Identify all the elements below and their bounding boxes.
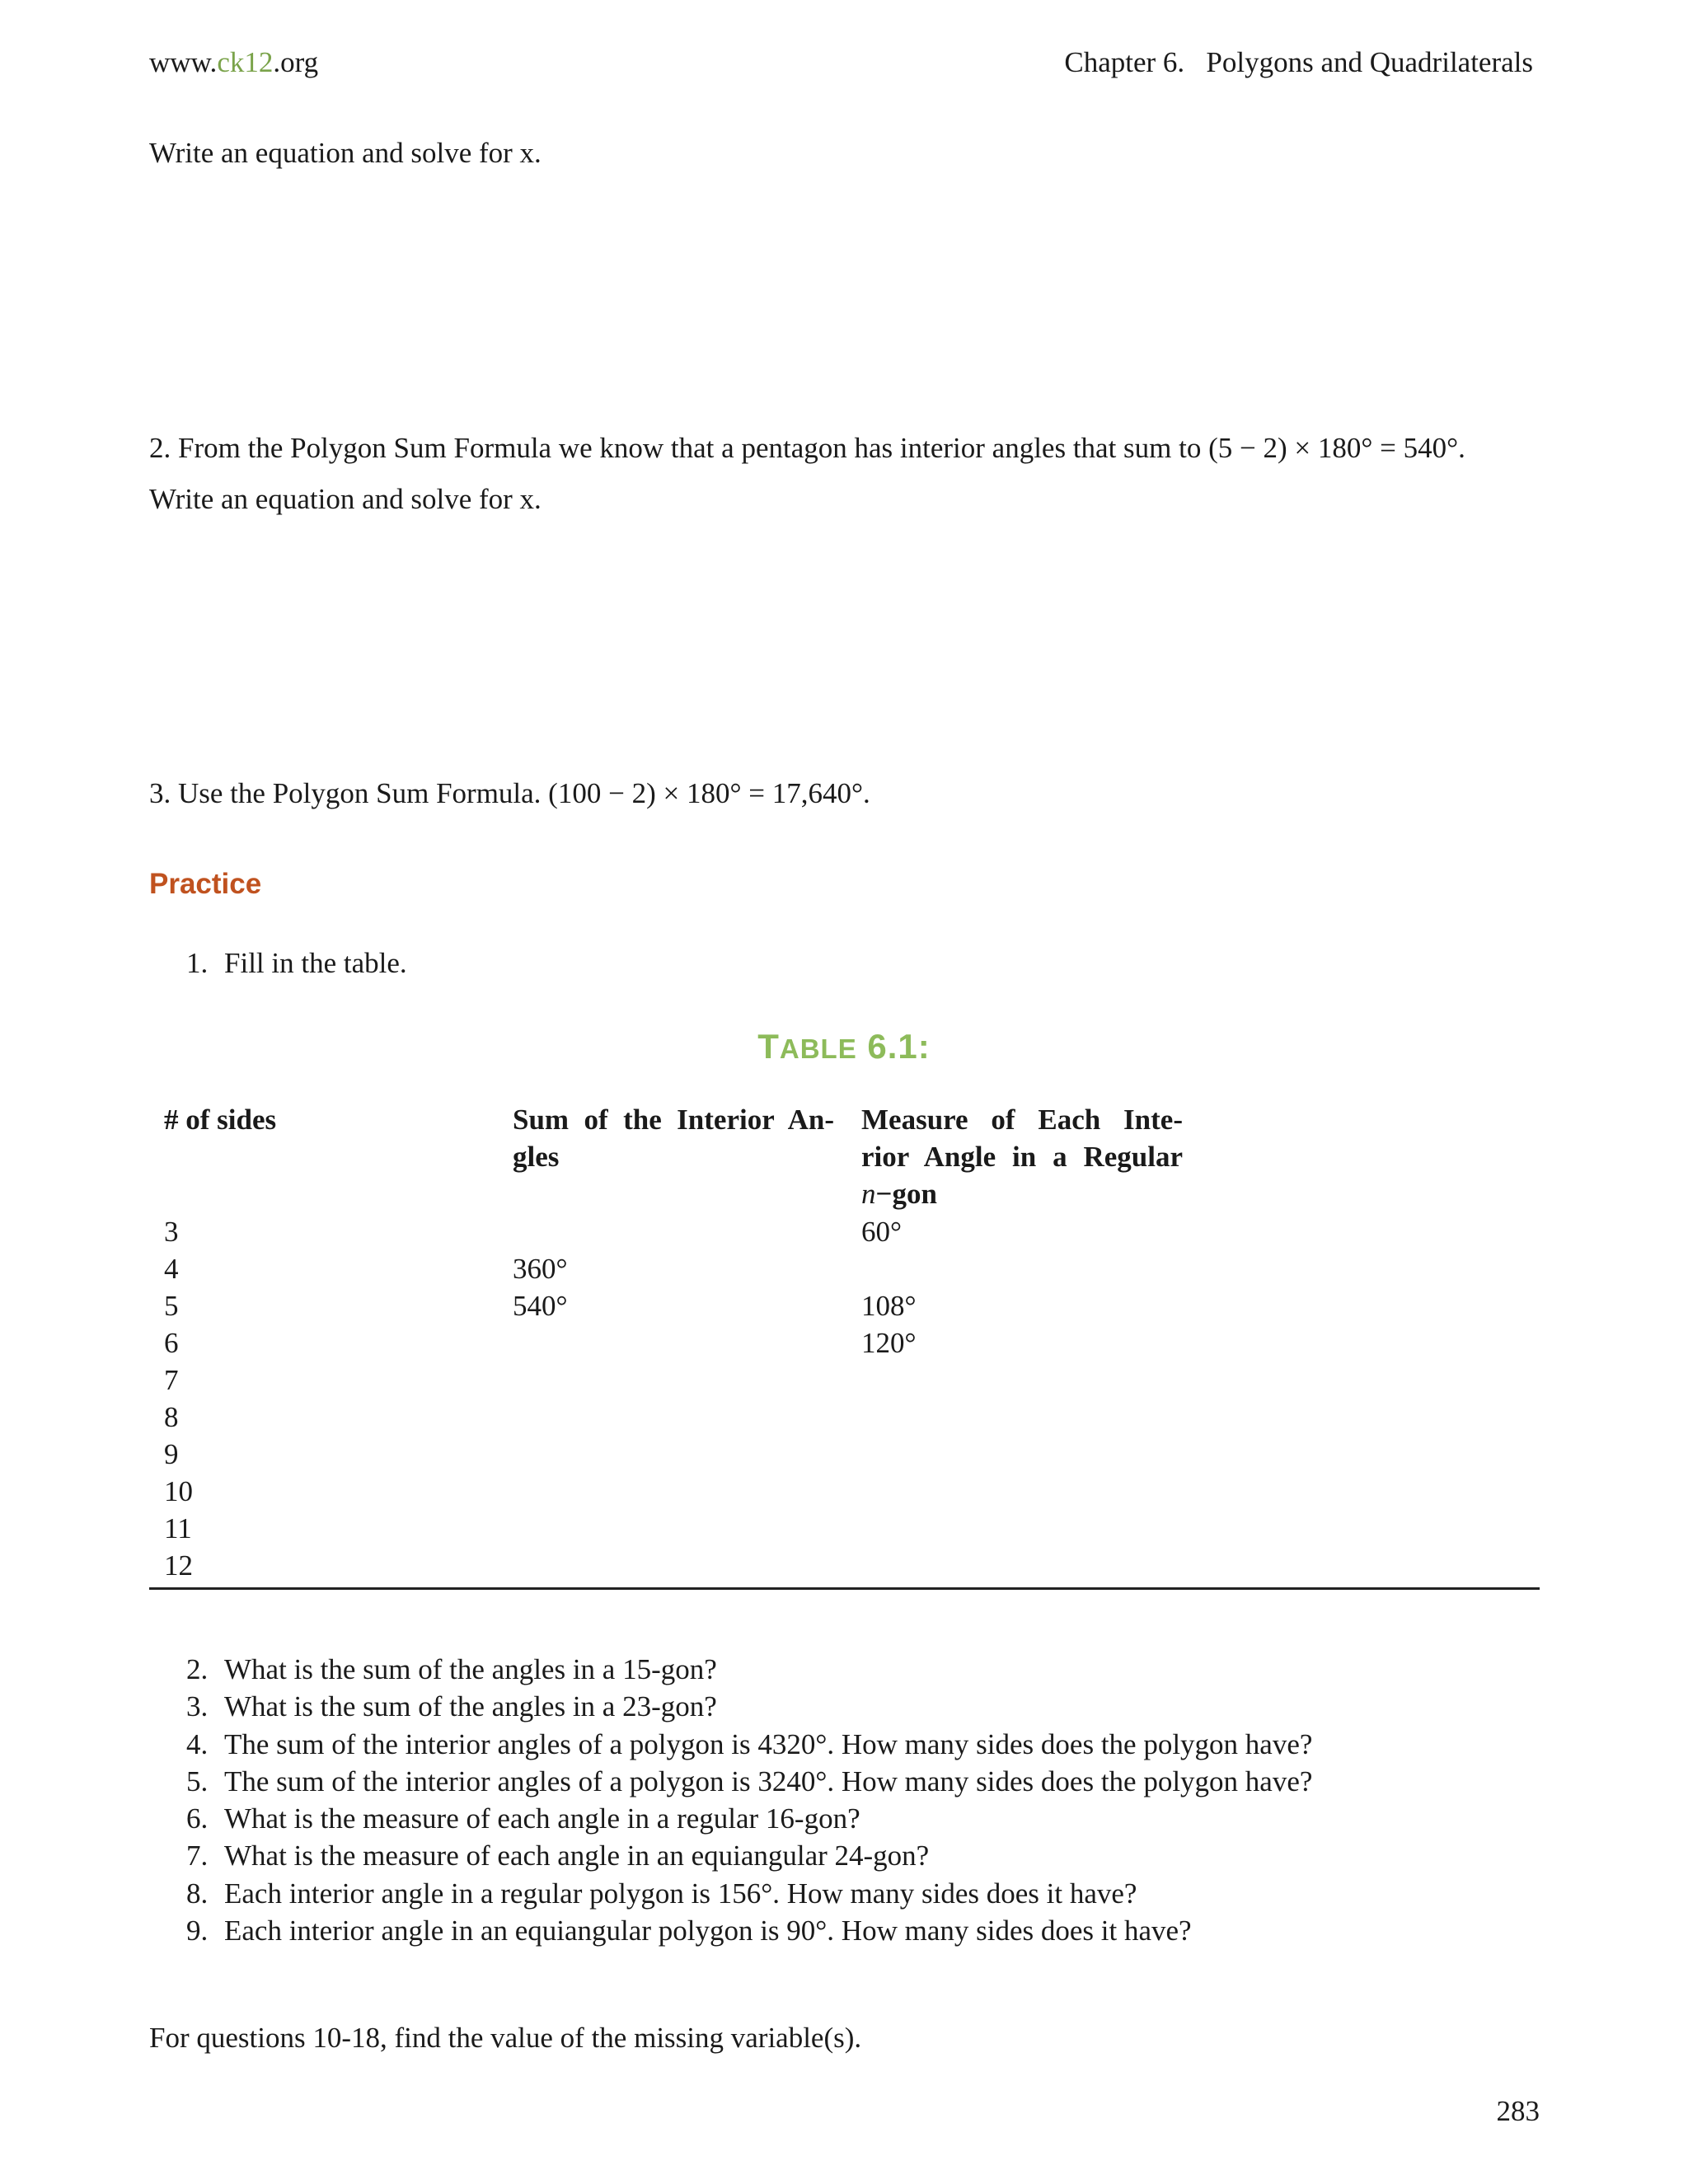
answer-2-line1: 2. From the Polygon Sum Formula we know that a pentagon has interior angles that sum to (5 − 2) × 180° = 540°. [149,432,1465,464]
table-row [0,1324,1688,1361]
list-item: 3. What is the sum of the angles in a 23-gon? [186,1690,717,1723]
page-number: 283 [1496,2095,1540,2127]
answer-2-line2: Write an equation and solve for x. [149,483,542,515]
list-item: 6. What is the measure of each angle in a regular 16-gon? [186,1802,860,1835]
item-text: Fill in the table. [224,947,407,979]
cell-sides: 8 [164,1401,179,1433]
table-row [0,1250,1688,1287]
practice-item-1 [186,944,407,982]
intro-text: Write an equation and solve for x. [149,137,542,169]
footer-instruction: For questions 10-18, find the value of the missing variable(s). [149,2022,862,2054]
cell-sides: 7 [164,1364,179,1396]
table-title: TABLE 6.1: [757,1027,931,1066]
table-row [0,1547,1688,1584]
table-body [0,1213,1688,1584]
list-item: 9. Each interior angle in an equiangular polygon is 90°. How many sides does it have? [186,1915,1192,1947]
list-item: 4. The sum of the interior angles of a polygon is 4320°. How many sides does the polygon have? [186,1727,1313,1760]
table-bottom-rule [149,1587,1540,1590]
site-ck: ck [217,46,245,78]
cell-each: 60° [861,1216,902,1248]
cell-sides: 5 [164,1290,179,1322]
list-item: 8. Each interior angle in a regular polygon is 156°. How many sides does it have? [186,1877,1137,1910]
site-num: 12 [244,46,274,78]
list-item: 7. What is the measure of each angle in an equiangular 24-gon? [186,1840,930,1872]
table-row [0,1213,1688,1250]
list-item: 2. What is the sum of the angles in a 15-gon? [186,1653,717,1685]
cell-sides: 10 [164,1475,193,1507]
cell-sides: 12 [164,1549,193,1582]
site-prefix: www. [149,46,218,78]
table-row [0,1287,1688,1324]
cell-sides: 6 [164,1327,179,1359]
site-url[interactable] [149,46,318,79]
practice-heading: Practice [149,868,262,900]
table-header-sides: # of sides [164,1104,277,1136]
table-header-each: Measure of Each Inte- rior Angle in a Regular n−gon [861,1104,1183,1210]
table-row [0,1510,1688,1547]
cell-each: 108° [861,1290,917,1322]
table-row [0,1473,1688,1510]
site-suffix: .org [273,46,319,78]
table-row [0,1436,1688,1473]
table-header-sum: Sum of the Interior An- gles [513,1104,834,1173]
cell-each: 120° [861,1327,917,1359]
answer-3: 3. Use the Polygon Sum Formula. (100 − 2) × 180° = 17,640°. [149,777,870,809]
question-list [186,1651,1312,1949]
cell-sum: 540° [513,1290,568,1322]
cell-sides: 4 [164,1253,179,1285]
cell-sum: 360° [513,1253,568,1285]
cell-sides: 11 [164,1512,192,1544]
cell-sides: 3 [164,1216,179,1248]
item-number: 1. [186,947,209,979]
chapter-title: Chapter 6. Polygons and Quadrilaterals [1064,46,1533,78]
list-item: 5. The sum of the interior angles of a polygon is 3240°. How many sides does the polygon have? [186,1765,1313,1797]
table-row [0,1361,1688,1399]
cell-sides: 9 [164,1438,179,1470]
table-row [0,1399,1688,1436]
